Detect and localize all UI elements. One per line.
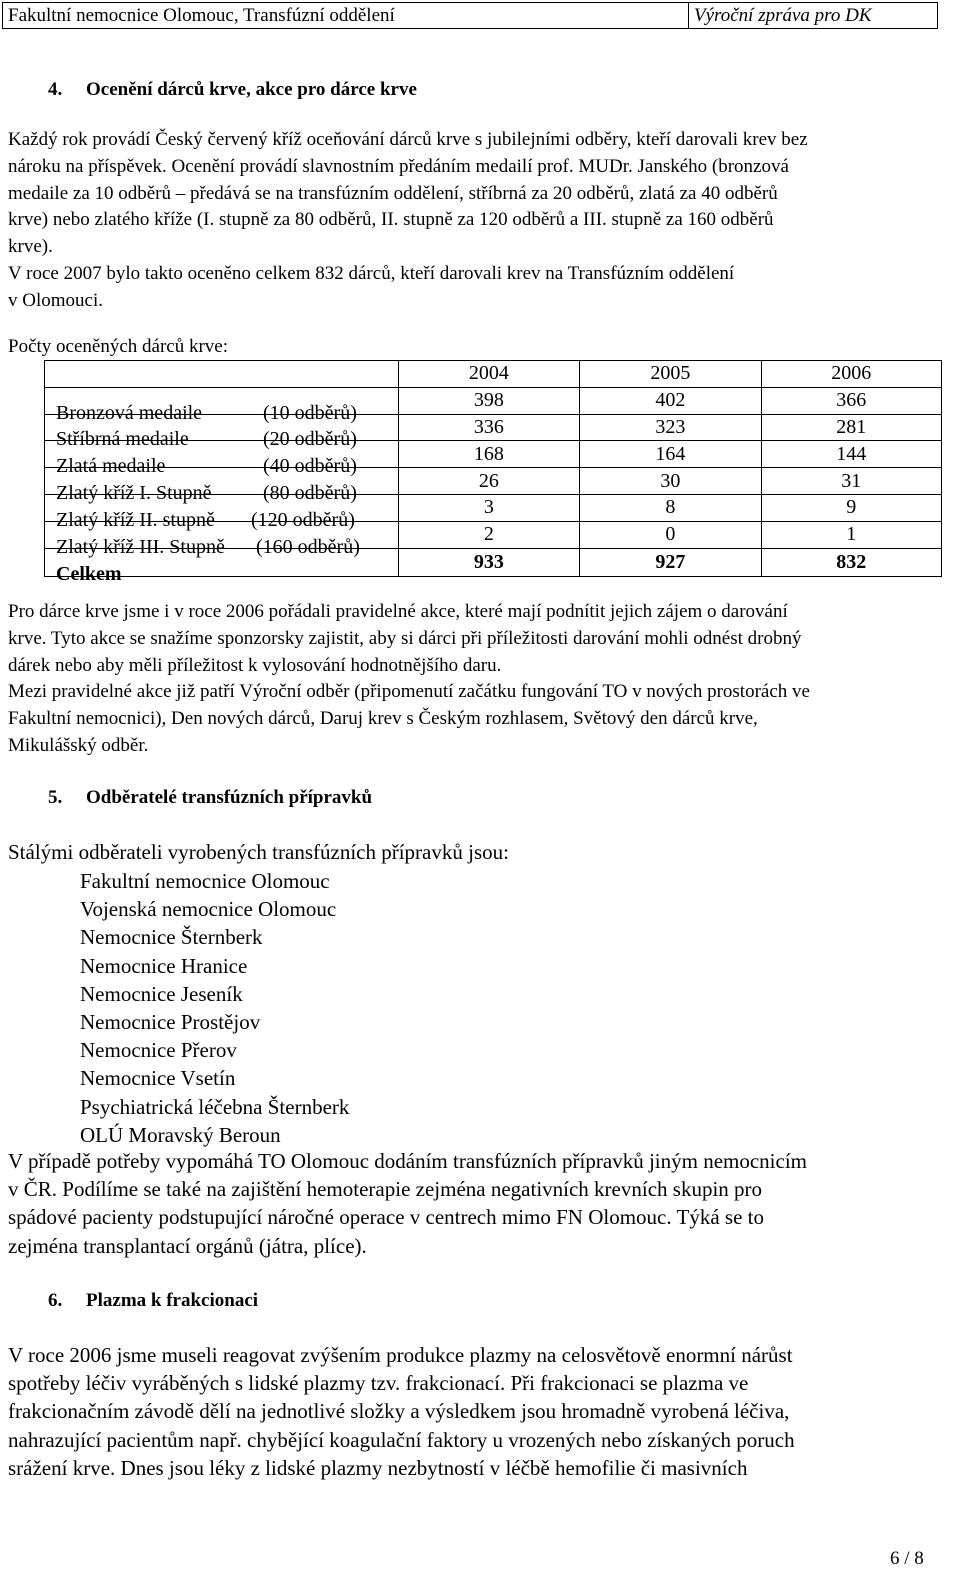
list-item: Fakultní nemocnice Olomouc xyxy=(80,869,330,893)
list-item: Psychiatrická léčebna Šternberk xyxy=(80,1094,350,1119)
section-5-intro xyxy=(8,838,956,866)
award-name: Zlatý kříž I. Stupně xyxy=(56,482,212,505)
award-count: (80 odběrů) xyxy=(263,482,357,505)
table-cell: 366 xyxy=(761,387,941,414)
list-item: Nemocnice Vsetín xyxy=(80,1066,236,1091)
text-line: medaile za 10 odběrů – předává se na transfúzním oddělení, stříbrná za 20 odběrů, zlatá za 40 odběrů xyxy=(8,182,778,204)
table-cell: 31 xyxy=(761,468,941,495)
table-row xyxy=(45,468,942,495)
table-cell: 336 xyxy=(398,414,579,441)
table-cell: 30 xyxy=(580,468,761,495)
table-cell: 164 xyxy=(580,441,761,468)
section-4-paragraph-2 xyxy=(8,599,956,760)
text-line: srážení krve. Dnes jsou léky z lidské plazmy nezbytností v léčbě hemofilie či masivních xyxy=(8,1455,748,1480)
list-item: Nemocnice Prostějov xyxy=(80,1010,261,1035)
award-count: (120 odběrů) xyxy=(251,508,355,531)
page-number: 6 / 8 xyxy=(890,1548,924,1569)
text-line: frakcionačním závodě dělí na jednotlivé složky a výsledkem jsou hromadně vyrobená léčiva, xyxy=(8,1399,790,1424)
award-name: Bronzová medaile xyxy=(56,401,203,424)
section-5-paragraph xyxy=(8,1147,956,1260)
text-line: Mikulášský odběr. xyxy=(8,734,149,756)
table-row xyxy=(45,387,942,414)
section-5-title: Odběratelé transfúzních přípravků xyxy=(86,787,373,808)
table-row xyxy=(45,441,942,468)
text-line: spádové pacienty podstupující náročné operace v centrech mimo FN Olomouc. Týká se to xyxy=(8,1205,764,1230)
table-cell: 168 xyxy=(398,441,579,468)
award-name: Zlatá medaile xyxy=(56,455,166,478)
text-line: krve). xyxy=(8,236,53,258)
table-header-empty xyxy=(45,361,399,388)
total-cell: 933 xyxy=(398,548,579,576)
text-line: nároku na příspěvek. Ocenění provádí slavnostním předáním medailí prof. MUDr. Janského (bronzová xyxy=(8,155,789,177)
header-institution: Fakultní nemocnice Olomouc, Transfúzní oddělení xyxy=(8,5,395,26)
row-label xyxy=(45,387,399,424)
table-caption-text: Počty oceněných dárců krve: xyxy=(8,336,228,357)
text-line: V případě potřeby vypomáhá TO Olomouc dodáním transfúzních přípravků jiným nemocnicím xyxy=(8,1149,807,1173)
table-cell: 402 xyxy=(580,387,761,414)
text-line: nahrazující pacientům např. chybějící koagulační faktory u vrozených nebo získaných poruch xyxy=(8,1427,795,1452)
table-caption xyxy=(8,334,956,361)
customer-list xyxy=(80,867,349,1149)
page-header xyxy=(2,2,938,29)
table-cell: 323 xyxy=(580,414,761,441)
list-item: Nemocnice Šternberk xyxy=(80,925,263,950)
section-4-paragraph-1 xyxy=(8,127,956,315)
text-line: Každý rok provádí Český červený kříž oceňování dárců krve s jubilejními odběry, kteří darovali krev bez xyxy=(8,129,808,150)
table-total-row xyxy=(45,548,942,576)
text-line: Fakultní nemocnici), Den nových dárců, Daruj krev s Českým rozhlasem, Světový den dárců krve, xyxy=(8,708,758,730)
text-line: krve. Tyto akce se snažíme sponzorsky zajistit, aby si dárci při příležitosti darování mohli odnést drobný xyxy=(8,627,802,649)
section-6-paragraph xyxy=(8,1341,956,1482)
total-cell: 927 xyxy=(580,548,761,576)
table-cell: 3 xyxy=(398,494,579,521)
section-6-title: Plazma k frakcionaci xyxy=(86,1290,259,1311)
award-count: (20 odběrů) xyxy=(263,428,357,451)
table-cell: 2 xyxy=(398,521,579,548)
year-header: 2006 xyxy=(761,361,941,388)
year-header: 2004 xyxy=(398,361,579,388)
text-line: Mezi pravidelné akce již patří Výroční odběr (připomenutí začátku fungování TO v nových prostorách ve xyxy=(8,681,810,703)
header-report-title: Výroční zpráva pro DK xyxy=(694,5,872,26)
total-label xyxy=(45,548,399,586)
header-divider xyxy=(688,3,689,28)
text-line: spotřeby léčiv vyráběných s lidské plazmy tzv. frakcionací. Při frakcionaci se plazma ve xyxy=(8,1371,749,1396)
donor-awards-table xyxy=(44,360,942,586)
text-line: V roce 2006 jsme museli reagovat zvýšením produkce plazmy na celosvětově enormní nárůst xyxy=(8,1343,793,1367)
text-line: dárek nebo aby měli příležitost k vylosování hodnotnějšího daru. xyxy=(8,654,502,676)
award-count: (160 odběrů) xyxy=(256,535,360,558)
section-4-number: 4. xyxy=(48,79,63,100)
award-name: Stříbrná medaile xyxy=(56,428,189,451)
section-5-number: 5. xyxy=(48,787,63,808)
list-item: Vojenská nemocnice Olomouc xyxy=(80,897,337,922)
table-cell: 1 xyxy=(761,521,941,548)
row-label xyxy=(45,521,399,558)
text-line: v ČR. Podílíme se také na zajištění hemoterapie zejména negativních krevních skupin pro xyxy=(8,1177,763,1202)
table-cell: 398 xyxy=(398,387,579,414)
total-label-text: Celkem xyxy=(56,563,122,586)
award-name: Zlatý kříž III. Stupně xyxy=(56,535,225,558)
text-line: zejména transplantací orgánů (játra, plíce). xyxy=(8,1233,367,1258)
text-line: Pro dárce krve jsme i v roce 2006 pořádali pravidelné akce, které mají podnítit jejich zájem o darování xyxy=(8,601,788,622)
text-line: Stálými odběrateli vyrobených transfúzních přípravků jsou: xyxy=(8,840,509,864)
list-item: Nemocnice Přerov xyxy=(80,1038,237,1063)
table-row xyxy=(45,521,942,548)
row-label xyxy=(45,414,399,451)
table-cell: 9 xyxy=(761,494,941,521)
row-label xyxy=(45,441,399,478)
list-item: Nemocnice Hranice xyxy=(80,953,248,978)
section-4-title: Ocenění dárců krve, akce pro dárce krve xyxy=(86,79,417,100)
table-row xyxy=(45,494,942,521)
text-line: V roce 2007 bylo takto oceněno celkem 832 dárců, kteří darovali krev na Transfúzním oddělení xyxy=(8,262,735,284)
table-cell: 281 xyxy=(761,414,941,441)
table-cell: 144 xyxy=(761,441,941,468)
table-cell: 26 xyxy=(398,468,579,495)
table-row xyxy=(45,414,942,441)
table-cell: 0 xyxy=(580,521,761,548)
award-name: Zlatý kříž II. stupně xyxy=(56,508,215,531)
award-count: (10 odběrů) xyxy=(263,401,357,424)
table-cell: 8 xyxy=(580,494,761,521)
table-header-row xyxy=(45,361,942,388)
text-line: krve) nebo zlatého kříže (I. stupně za 80 odběrů, II. stupně za 120 odběrů a III. stupně za 160 odběrů xyxy=(8,209,774,231)
year-header: 2005 xyxy=(580,361,761,388)
text-line: v Olomouci. xyxy=(8,289,103,311)
row-label xyxy=(45,468,399,505)
total-cell: 832 xyxy=(761,548,941,576)
list-item: OLÚ Moravský Beroun xyxy=(80,1122,281,1147)
list-item: Nemocnice Jeseník xyxy=(80,981,243,1006)
section-6-number: 6. xyxy=(48,1290,63,1311)
row-label xyxy=(45,494,399,531)
award-count: (40 odběrů) xyxy=(263,455,357,478)
